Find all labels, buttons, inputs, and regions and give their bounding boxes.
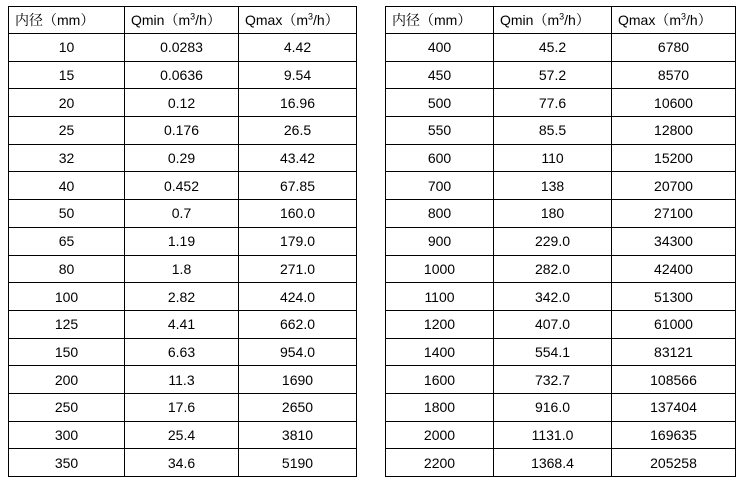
table-row bbox=[9, 200, 357, 228]
cell-qmax: 67.85 bbox=[239, 172, 357, 200]
cell-qmax: 424.0 bbox=[239, 283, 357, 311]
cell-qmin: 57.2 bbox=[494, 61, 612, 89]
cell-qmin: 0.452 bbox=[125, 172, 239, 200]
table-row bbox=[386, 393, 736, 421]
column-header-qmax bbox=[612, 7, 736, 34]
cell-inner-diameter: 65 bbox=[9, 227, 125, 255]
cell-inner-diameter: 250 bbox=[9, 393, 125, 421]
cell-qmin: 1368.4 bbox=[494, 449, 612, 477]
column-header-qmin-post: /h） bbox=[564, 12, 590, 28]
cell-qmin: 11.3 bbox=[125, 366, 239, 394]
cell-inner-diameter: 20 bbox=[9, 89, 125, 117]
cell-qmax: 271.0 bbox=[239, 255, 357, 283]
table-row bbox=[386, 283, 736, 311]
cell-inner-diameter: 400 bbox=[386, 34, 494, 62]
cell-qmax: 12800 bbox=[612, 117, 736, 145]
cell-qmin: 77.6 bbox=[494, 89, 612, 117]
column-header-qmax-post: /h） bbox=[313, 12, 339, 28]
table-row bbox=[9, 393, 357, 421]
table-row bbox=[9, 338, 357, 366]
cell-inner-diameter: 15 bbox=[9, 61, 125, 89]
table-row bbox=[9, 255, 357, 283]
cell-qmin: 0.0636 bbox=[125, 61, 239, 89]
cell-inner-diameter: 2000 bbox=[386, 421, 494, 449]
cell-qmin: 25.4 bbox=[125, 421, 239, 449]
table-row bbox=[9, 144, 357, 172]
cell-qmax: 43.42 bbox=[239, 144, 357, 172]
cell-qmax: 108566 bbox=[612, 366, 736, 394]
cell-qmin: 45.2 bbox=[494, 34, 612, 62]
column-header-label: 内径（mm） bbox=[392, 12, 472, 28]
table-row bbox=[386, 61, 736, 89]
spec-table-right bbox=[385, 6, 736, 477]
cell-qmax: 662.0 bbox=[239, 310, 357, 338]
table-row bbox=[386, 172, 736, 200]
cell-qmin: 0.176 bbox=[125, 117, 239, 145]
cell-qmin: 34.6 bbox=[125, 449, 239, 477]
cell-inner-diameter: 100 bbox=[9, 283, 125, 311]
table-body-right bbox=[386, 34, 736, 477]
cell-inner-diameter: 300 bbox=[9, 421, 125, 449]
cell-inner-diameter: 1800 bbox=[386, 393, 494, 421]
cell-inner-diameter: 200 bbox=[9, 366, 125, 394]
column-header-qmin-sup: 3 bbox=[190, 11, 196, 22]
cell-qmax: 954.0 bbox=[239, 338, 357, 366]
cell-qmin: 6.63 bbox=[125, 338, 239, 366]
column-header-qmax-post: /h） bbox=[686, 12, 712, 28]
table-row bbox=[386, 227, 736, 255]
cell-qmax: 1690 bbox=[239, 366, 357, 394]
table-row bbox=[386, 421, 736, 449]
cell-inner-diameter: 450 bbox=[386, 61, 494, 89]
cell-qmin: 282.0 bbox=[494, 255, 612, 283]
column-header-inner-diameter bbox=[386, 7, 494, 34]
cell-qmax: 5190 bbox=[239, 449, 357, 477]
cell-inner-diameter: 1200 bbox=[386, 310, 494, 338]
cell-qmin: 1131.0 bbox=[494, 421, 612, 449]
cell-qmin: 2.82 bbox=[125, 283, 239, 311]
cell-inner-diameter: 125 bbox=[9, 310, 125, 338]
cell-inner-diameter: 32 bbox=[9, 144, 125, 172]
table-row bbox=[386, 255, 736, 283]
table-row bbox=[386, 310, 736, 338]
table-header-row bbox=[9, 7, 357, 34]
cell-inner-diameter: 900 bbox=[386, 227, 494, 255]
cell-qmin: 916.0 bbox=[494, 393, 612, 421]
table-row bbox=[386, 449, 736, 477]
cell-qmax: 4.42 bbox=[239, 34, 357, 62]
cell-qmin: 110 bbox=[494, 144, 612, 172]
cell-qmin: 17.6 bbox=[125, 393, 239, 421]
column-header-qmax-sup: 3 bbox=[681, 11, 687, 22]
column-header-inner-diameter bbox=[9, 7, 125, 34]
cell-qmax: 16.96 bbox=[239, 89, 357, 117]
cell-inner-diameter: 550 bbox=[386, 117, 494, 145]
cell-qmin: 229.0 bbox=[494, 227, 612, 255]
table-row bbox=[9, 117, 357, 145]
cell-inner-diameter: 50 bbox=[9, 200, 125, 228]
column-header-label: 内径（mm） bbox=[15, 12, 95, 28]
cell-qmin: 138 bbox=[494, 172, 612, 200]
cell-inner-diameter: 10 bbox=[9, 34, 125, 62]
cell-qmax: 9.54 bbox=[239, 61, 357, 89]
table-row bbox=[9, 421, 357, 449]
cell-inner-diameter: 2200 bbox=[386, 449, 494, 477]
column-header-qmin-pre: Qmin（m bbox=[500, 12, 560, 28]
cell-qmax: 34300 bbox=[612, 227, 736, 255]
cell-qmin: 342.0 bbox=[494, 283, 612, 311]
cell-qmin: 1.8 bbox=[125, 255, 239, 283]
cell-qmax: 160.0 bbox=[239, 200, 357, 228]
cell-qmin: 0.0283 bbox=[125, 34, 239, 62]
cell-qmax: 26.5 bbox=[239, 117, 357, 145]
cell-qmax: 205258 bbox=[612, 449, 736, 477]
table-row bbox=[386, 200, 736, 228]
cell-qmax: 179.0 bbox=[239, 227, 357, 255]
cell-qmax: 27100 bbox=[612, 200, 736, 228]
cell-qmin: 4.41 bbox=[125, 310, 239, 338]
cell-qmax: 3810 bbox=[239, 421, 357, 449]
cell-inner-diameter: 150 bbox=[9, 338, 125, 366]
column-header-qmin-sup: 3 bbox=[559, 11, 565, 22]
cell-qmax: 42400 bbox=[612, 255, 736, 283]
cell-inner-diameter: 600 bbox=[386, 144, 494, 172]
table-row bbox=[386, 366, 736, 394]
column-header-qmin bbox=[494, 7, 612, 34]
table-row bbox=[9, 310, 357, 338]
cell-qmin: 85.5 bbox=[494, 117, 612, 145]
table-row bbox=[9, 34, 357, 62]
cell-inner-diameter: 1600 bbox=[386, 366, 494, 394]
cell-inner-diameter: 1100 bbox=[386, 283, 494, 311]
table-row bbox=[9, 449, 357, 477]
table-body-left bbox=[9, 34, 357, 477]
table-row bbox=[386, 338, 736, 366]
cell-qmax: 2650 bbox=[239, 393, 357, 421]
spec-table-left bbox=[8, 6, 357, 477]
cell-inner-diameter: 40 bbox=[9, 172, 125, 200]
table-row bbox=[9, 61, 357, 89]
column-header-qmax bbox=[239, 7, 357, 34]
cell-inner-diameter: 700 bbox=[386, 172, 494, 200]
column-header-qmin-pre: Qmin（m bbox=[131, 12, 191, 28]
table-row bbox=[386, 144, 736, 172]
cell-qmin: 0.29 bbox=[125, 144, 239, 172]
cell-qmax: 8570 bbox=[612, 61, 736, 89]
cell-inner-diameter: 1400 bbox=[386, 338, 494, 366]
table-row bbox=[386, 117, 736, 145]
table-header-row bbox=[386, 7, 736, 34]
cell-qmin: 0.7 bbox=[125, 200, 239, 228]
cell-qmin: 554.1 bbox=[494, 338, 612, 366]
cell-qmax: 10600 bbox=[612, 89, 736, 117]
cell-qmax: 169635 bbox=[612, 421, 736, 449]
cell-qmax: 6780 bbox=[612, 34, 736, 62]
cell-qmin: 1.19 bbox=[125, 227, 239, 255]
cell-qmin: 180 bbox=[494, 200, 612, 228]
table-row bbox=[386, 34, 736, 62]
column-header-qmax-pre: Qmax（m bbox=[245, 12, 308, 28]
table-row bbox=[9, 89, 357, 117]
table-row bbox=[9, 366, 357, 394]
cell-qmin: 407.0 bbox=[494, 310, 612, 338]
cell-qmax: 20700 bbox=[612, 172, 736, 200]
column-header-qmin-post: /h） bbox=[195, 12, 221, 28]
cell-qmax: 83121 bbox=[612, 338, 736, 366]
cell-qmax: 137404 bbox=[612, 393, 736, 421]
cell-qmax: 51300 bbox=[612, 283, 736, 311]
cell-inner-diameter: 1000 bbox=[386, 255, 494, 283]
cell-inner-diameter: 80 bbox=[9, 255, 125, 283]
cell-qmax: 15200 bbox=[612, 144, 736, 172]
column-header-qmax-sup: 3 bbox=[308, 11, 314, 22]
table-row bbox=[9, 172, 357, 200]
table-row bbox=[9, 283, 357, 311]
column-header-qmin bbox=[125, 7, 239, 34]
table-row bbox=[386, 89, 736, 117]
cell-inner-diameter: 800 bbox=[386, 200, 494, 228]
column-header-qmax-pre: Qmax（m bbox=[618, 12, 681, 28]
cell-inner-diameter: 350 bbox=[9, 449, 125, 477]
cell-qmax: 61000 bbox=[612, 310, 736, 338]
table-row bbox=[9, 227, 357, 255]
cell-qmin: 0.12 bbox=[125, 89, 239, 117]
cell-inner-diameter: 25 bbox=[9, 117, 125, 145]
cell-qmin: 732.7 bbox=[494, 366, 612, 394]
cell-inner-diameter: 500 bbox=[386, 89, 494, 117]
